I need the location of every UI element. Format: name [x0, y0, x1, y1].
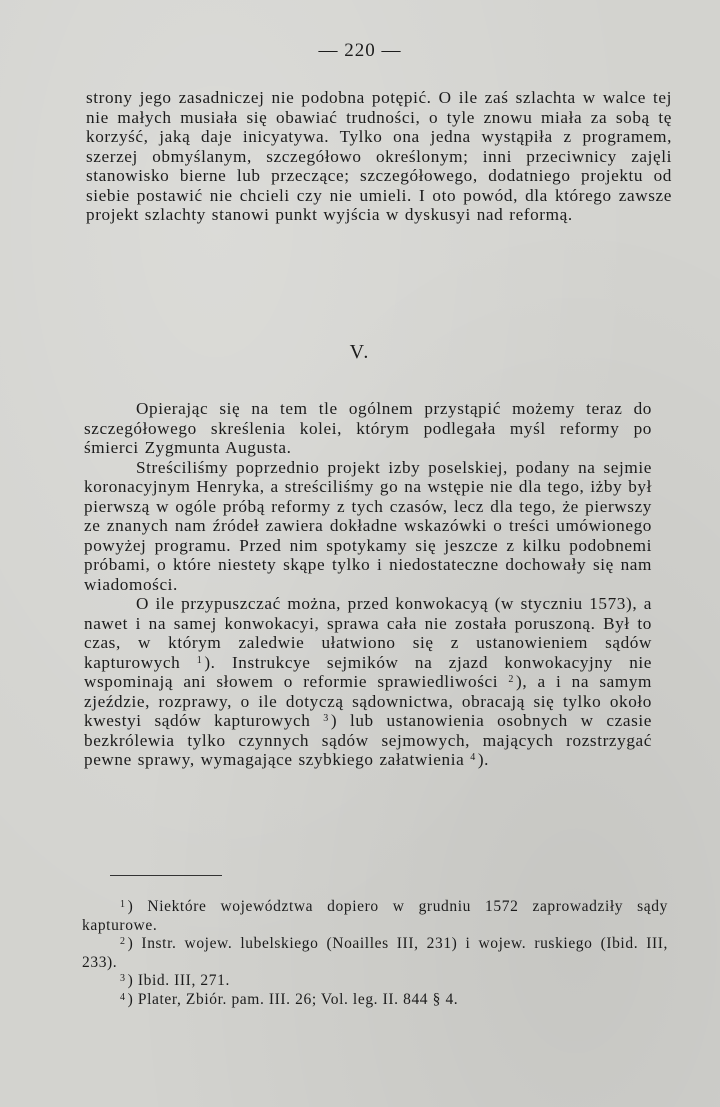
- footnote-text: ) Niektóre województwa dopiero w grudniu 1572 zaprowadziły sądy kapturowe.: [82, 898, 668, 934]
- footnote-text: ) Instr. wojew. lubelskiego (Noailles III, 231) i wojew. ruskiego (Ibid. III, 233).: [82, 935, 668, 971]
- paragraph-text-segment: O ile przypuszczać można, przed konwokacyą (w styczniu 1573), a nawet i na samej konwokacyi, sprawa cała nie została poruszoną. Był to czas, w którym zaledwie ułatwiono się z ustanowieniem sądów kapturowych: [84, 594, 652, 672]
- footnote-mark: 2: [120, 936, 126, 947]
- footnote-separator: [110, 875, 222, 876]
- footnotes: [82, 898, 668, 1009]
- footnote: [82, 991, 668, 1010]
- footnote: [82, 935, 668, 972]
- paragraph-text-segment: ), a i na samym zjeździe, rozprawy, o ile dotyczą sądownictwa, obracają się tylko około kwestyi sądów kapturowych: [84, 672, 652, 730]
- paragraph-text-segment: ).: [477, 750, 490, 769]
- paragraph-continued: strony jego zasadniczej nie podobna potępić. O ile zaś szlachta w walce tej nie małych musiała się obawiać trudności, o tyle znowu miała za sobą tę korzyść, jaką daje inicyatywa. Tylko ona jedna wystąpiła z programem, szerzej obmyślanym, szczegółowo określonym; inni przeciwnicy zajęli stanowisko bierne lub przeczące; szczegółowego, dodatniego projektu od siebie postawić nie chcieli czy nie umieli. I oto powód, dla którego zawsze projekt szlachty stanowi punkt wyjścia w dyskusyi nad reformą.: [86, 88, 672, 224]
- footnote-mark: 4: [120, 991, 126, 1003]
- paragraph-intro: Opierając się na tem tle ogólnem przystąpić możemy teraz do szczegółowego skreślenia kolei, którym podlegała myśl reformy po śmierci Zygmunta Augusta.: [84, 399, 652, 457]
- footnote-mark: 3: [120, 973, 126, 984]
- footnote: [82, 972, 668, 991]
- paragraph-text-segment: ). Instrukcye sejmików na zjazd konwokacyjny nie wspominają ani słowem o reformie sprawiedliwości: [84, 652, 652, 691]
- footnote-mark: 1: [120, 899, 126, 910]
- footnote-text: ) Plater, Zbiór. pam. III. 26; Vol. leg. II. 844 § 4.: [127, 990, 459, 1008]
- footnote-reference: 2: [508, 674, 515, 685]
- paragraph-convocation: [84, 594, 652, 770]
- paragraph-summary: Streściliśmy poprzednio projekt izby poselskiej, podany na sejmie koronacyjnym Henryka, a streściliśmy go na wstępie nie dla tego, iżby był pierwszą w ogóle próbą reformy z tych czasów, lecz dla tego, że pierwszy ze znanych nam źródeł zawiera dokładne wskazówki o treści umówionego powyżej programu. Przed nim spotykamy się jeszcze z kilku podobnemi próbami, o które niestety skąpe tylko i niedostateczne dochowały się nam wiadomości.: [84, 457, 652, 594]
- continued-text-block: [86, 88, 672, 225]
- footnote-reference: 4: [470, 752, 476, 763]
- page-number: — 220 —: [318, 40, 402, 61]
- paragraph-text-segment: ) lub ustanowienia osobnych w czasie bezkrólewia tylko czynnych sądów sejmowych, mających rozstrzygać pewne sprawy, wymagające szybkiego załatwienia: [84, 711, 652, 769]
- section-body: [84, 399, 652, 770]
- footnote: [82, 898, 668, 935]
- footnote-text: ) Ibid. III, 271.: [127, 972, 230, 989]
- footnote-reference: 3: [323, 713, 329, 724]
- footnote-reference: 1: [196, 654, 203, 666]
- section-heading: V.: [349, 341, 371, 363]
